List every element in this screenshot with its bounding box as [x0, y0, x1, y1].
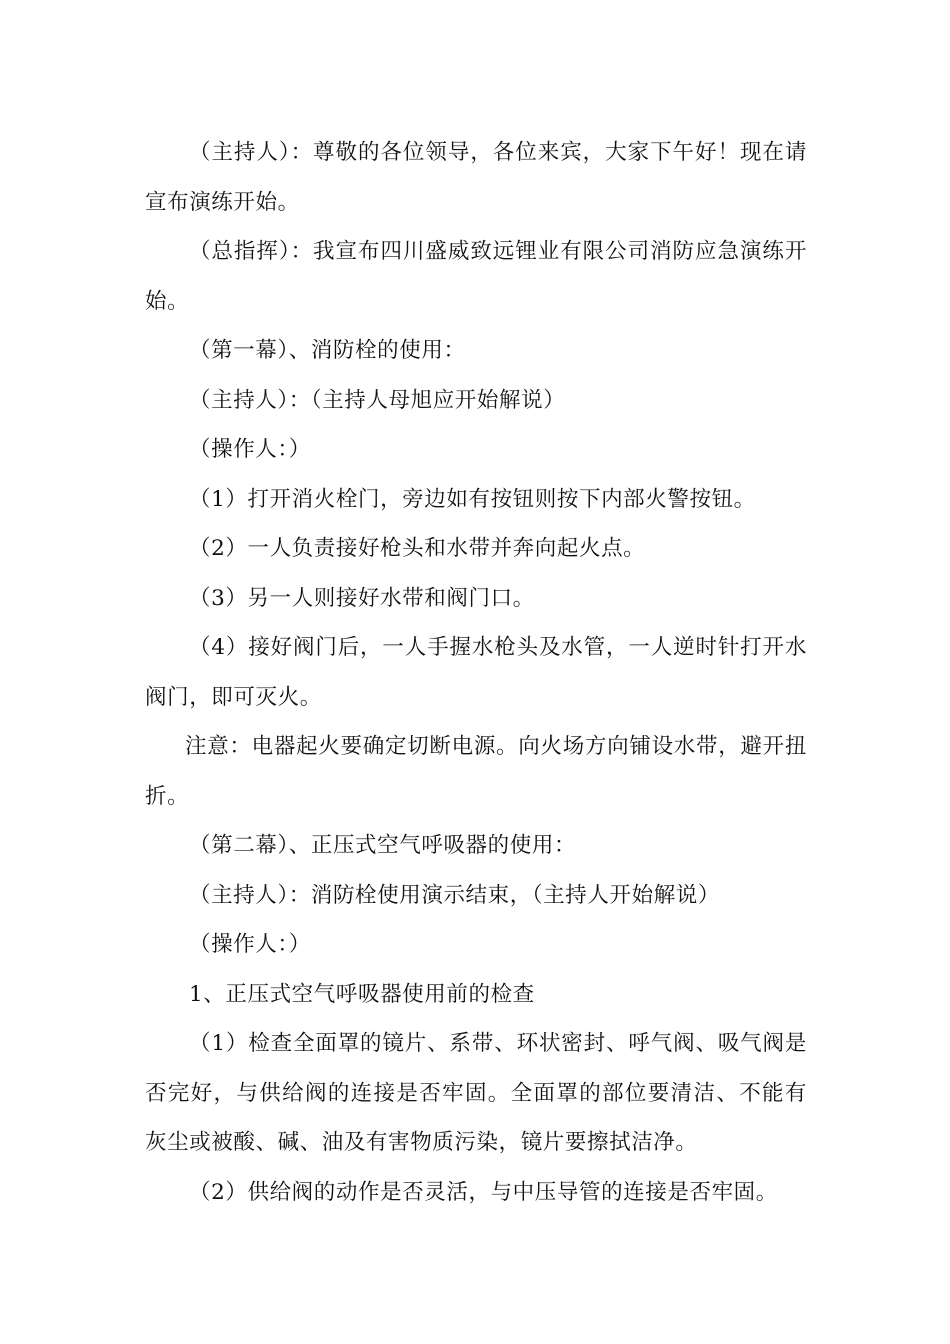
paragraph-note: 注意：电器起火要确定切断电源。向火场方向铺设水带，避开扭折。 — [145, 734, 807, 809]
paragraph-step-1: （1）打开消火栓门，旁边如有按钮则按下内部火警按钮。 — [189, 486, 756, 512]
paragraph-operator-2: （操作人：） — [189, 932, 311, 957]
paragraph-section-1-heading: 1、正压式空气呼吸器使用前的检查 — [189, 981, 535, 1007]
document-body — [145, 128, 807, 1217]
paragraph-host-commentary-1: （主持人）：（主持人母旭应开始解说） — [189, 387, 566, 413]
paragraph-step-3: （3）另一人则接好水带和阀门口。 — [189, 585, 535, 611]
paragraph-act-one-title: （第一幕）、消防栓的使用： — [189, 338, 466, 363]
paragraph-act-two-title: （第二幕）、正压式空气呼吸器的使用： — [189, 833, 577, 858]
paragraph-check-1: （1）检查全面罩的镜片、系带、环状密封、呼气阀、吸气阀是否完好，与供给阀的连接是否牢固。全面罩的部位要清洁、不能有灰尘或被酸、碱、油及有害物质污染，镜片要擦拭洁净。 — [145, 1031, 807, 1155]
paragraph-commander-announcement: （总指挥）：我宣布四川盛威致远锂业有限公司消防应急演练开始。 — [145, 239, 807, 314]
paragraph-operator-1: （操作人：） — [189, 437, 311, 462]
paragraph-host-commentary-2: （主持人）：消防栓使用演示结束，（主持人开始解说） — [189, 882, 721, 908]
paragraph-step-4: （4）接好阀门后，一人手握水枪头及水管，一人逆时针打开水阀门，即可灭火。 — [145, 635, 807, 710]
paragraph-step-2: （2）一人负责接好枪头和水带并奔向起火点。 — [189, 536, 646, 561]
paragraph-host-opening: （主持人）：尊敬的各位领导，各位来宾，大家下午好！现在请宣布演练开始。 — [145, 140, 807, 215]
paragraph-check-2: （2）供给阀的动作是否灵活，与中压导管的连接是否牢固。 — [189, 1179, 778, 1205]
